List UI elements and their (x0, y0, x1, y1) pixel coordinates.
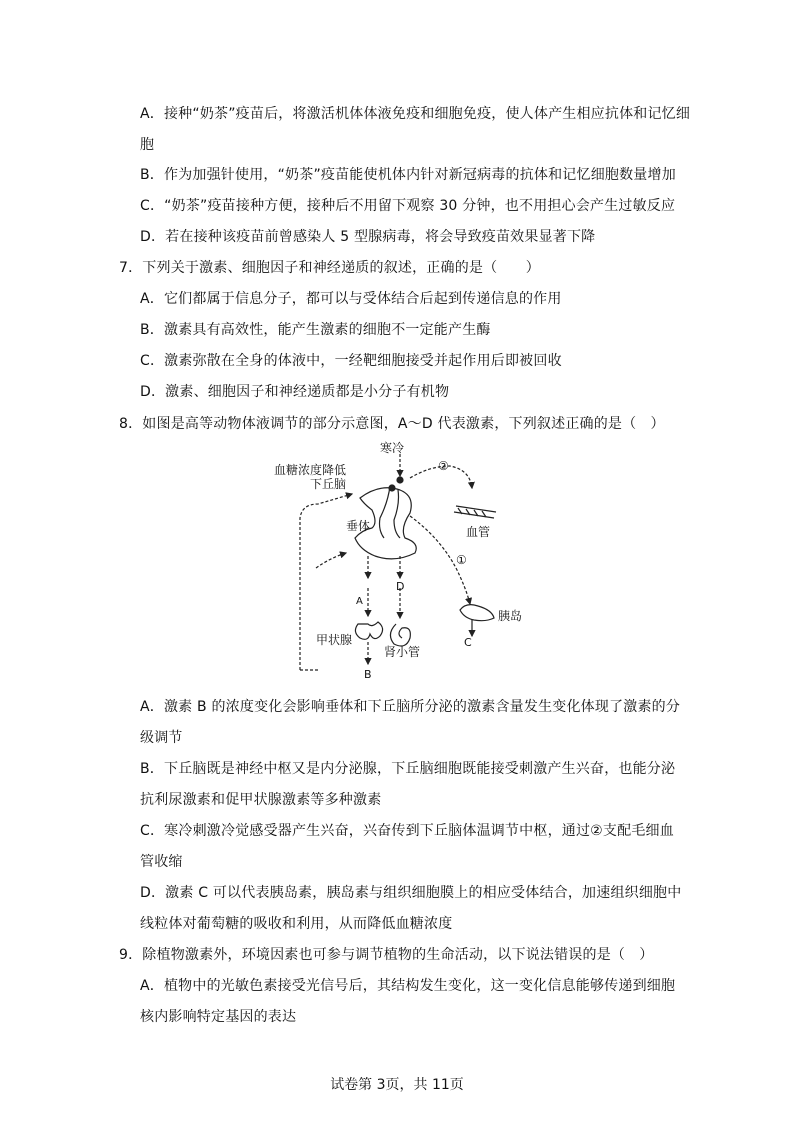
q8-option-b-line1: B．下丘脑既是神经中枢又是内分泌腺，下丘脑细胞既能接受刺激产生兴奋，也能分泌 (140, 761, 676, 777)
q7-option-b: B．激素具有高效性，能产生激素的细胞不一定能产生酶 (140, 322, 491, 338)
q7-stem: 7．下列关于激素、细胞因子和神经递质的叙述，正确的是（ ） (119, 260, 540, 276)
q6-option-a-line2: 胞 (140, 137, 155, 153)
label-kidney-tubule: 肾小管 (384, 645, 421, 659)
q8-option-a-line2: 级调节 (140, 730, 183, 746)
q8-stem: 8．如图是高等动物体液调节的部分示意图，A～D 代表激素，下列叙述正确的是（ ） (119, 416, 665, 432)
q8-option-b-line2: 抗利尿激素和促甲状腺激素等多种激素 (140, 792, 382, 808)
q9-option-a-line1: A．植物中的光敏色素接受光信号后，其结构发生变化，这一变化信息能够传递到细胞 (140, 978, 676, 994)
q8-option-a-line1: A．激素 B 的浓度变化会影响垂体和下丘脑所分泌的激素含量发生变化体现了激素的分 (140, 699, 681, 715)
q8-option-d-line1: D．激素 C 可以代表胰岛素，胰岛素与组织细胞膜上的相应受体结合，加速组织细胞中 (140, 885, 682, 901)
label-circle-2: ② (438, 459, 449, 473)
endocrine-regulation-diagram (260, 438, 550, 688)
q9-option-a-line2: 核内影响特定基因的表达 (140, 1009, 297, 1025)
q6-option-d: D．若在接种该疫苗前曾感染人 5 型腺病毒，将会导致疫苗效果显著下降 (140, 229, 596, 245)
q6-option-a-line1: A．接种“奶茶”疫苗后，将激活机体体液免疫和细胞免疫，使人体产生相应抗体和记忆细 (140, 106, 691, 122)
label-pituitary: 垂体 (346, 519, 371, 533)
label-hypothalamus: 下丘脑 (310, 477, 347, 491)
page-footer: 试卷第 3页，共 11页 (330, 1077, 464, 1093)
q8-option-c-line1: C．寒冷刺激冷觉感受器产生兴奋，兴奋传到下丘脑体温调节中枢，通过②支配毛细血 (140, 823, 674, 839)
q9-stem: 9．除植物激素外，环境因素也可参与调节植物的生命活动，以下说法错误的是（ ） (119, 947, 654, 963)
q6-option-c: C．“奶茶”疫苗接种方便，接种后不用留下观察 30 分钟，也不用担心会产生过敏反应 (140, 198, 676, 214)
q8-option-d-line2: 线粒体对葡萄糖的吸收和利用，从而降低血糖浓度 (140, 916, 453, 932)
label-cold: 寒冷 (380, 441, 405, 455)
label-islet: 胰岛 (498, 609, 523, 623)
label-circle-1: ① (456, 553, 467, 567)
label-hormone-c: C (464, 636, 472, 649)
q6-option-b: B．作为加强针使用，“奶茶”疫苗能使机体内针对新冠病毒的抗体和记忆细胞数量增加 (140, 167, 676, 183)
label-thyroid: 甲状腺 (316, 633, 353, 647)
q7-option-c: C．激素弥散在全身的体液中，一经靶细胞接受并起作用后即被回收 (140, 353, 562, 369)
label-hormone-b: B (364, 668, 372, 681)
label-hormone-d: D (396, 580, 405, 593)
label-vessel: 血管 (466, 525, 491, 539)
q7-option-a: A．它们都属于信息分子，都可以与受体结合后起到传递信息的作用 (140, 291, 562, 307)
label-glucose-drop: 血糖浓度降低 (274, 463, 347, 477)
q7-option-d: D．激素、细胞因子和神经递质都是小分子有机物 (140, 384, 450, 400)
label-hormone-a: A (356, 596, 363, 607)
q8-option-c-line2: 管收缩 (140, 854, 183, 870)
